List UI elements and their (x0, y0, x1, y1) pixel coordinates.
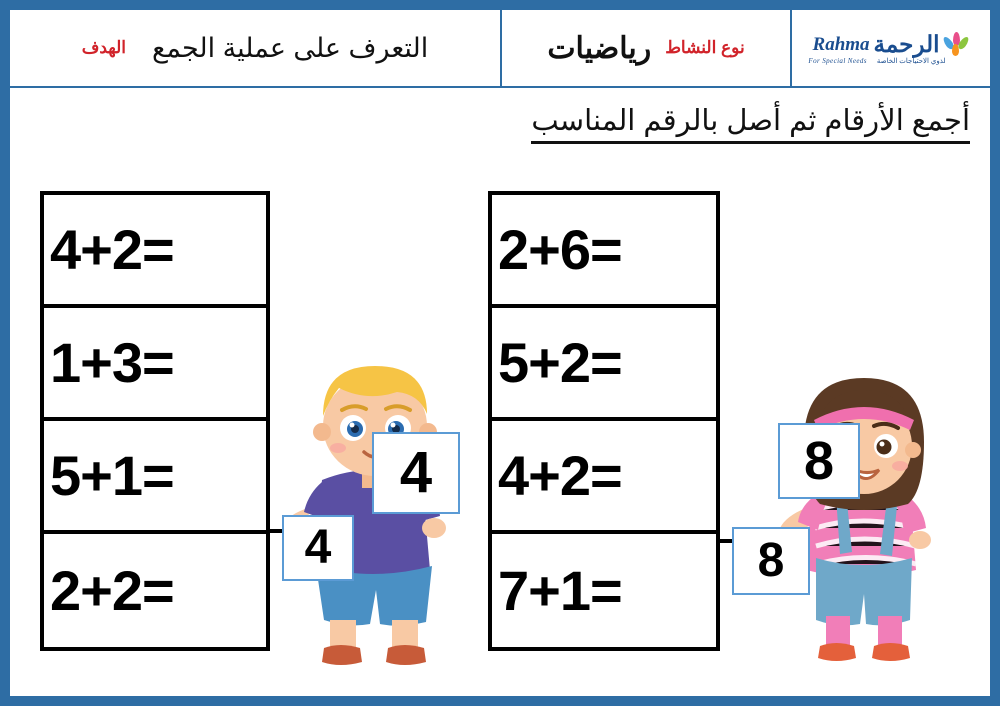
equation-text: 4+2= (50, 218, 174, 281)
answer-box-left[interactable] (282, 515, 354, 581)
leaf-mark-icon (943, 32, 969, 58)
instruction-text: أجمع الأرقام ثم أصل بالرقم المناسب (531, 106, 970, 144)
equations-table-left (40, 191, 270, 651)
answer-box-right[interactable] (732, 527, 810, 595)
table-row (492, 534, 716, 647)
subject-value: رياضيات (547, 31, 652, 65)
logo-subtitle-en: For Special Needs (808, 57, 867, 65)
logo-name-ar: الرحمة (873, 31, 940, 57)
equation-text: 7+1= (498, 559, 622, 622)
equations-table-right (488, 191, 720, 651)
table-row (44, 195, 266, 308)
goal-label: الهدف (81, 38, 127, 57)
table-row (492, 421, 716, 534)
equation-text: 2+6= (498, 218, 622, 281)
table-row (492, 308, 716, 421)
logo-subtitle-ar: لذوي الاحتياجات الخاصة (876, 58, 946, 65)
logo-subtitle-row (808, 57, 945, 65)
header-logo-cell (790, 10, 990, 86)
equation-text: 2+2= (50, 559, 174, 622)
rahma-logo (813, 31, 970, 58)
answer-card-boy[interactable] (372, 432, 460, 514)
equation-text: 5+1= (50, 444, 174, 507)
activity-type-label: نوع النشاط (665, 38, 745, 57)
answer-card-girl[interactable] (778, 423, 860, 499)
table-row (44, 534, 266, 647)
answer-value: 8 (803, 431, 835, 491)
header-goal-cell (10, 10, 500, 86)
goal-value: التعرف على عملية الجمع (152, 32, 429, 63)
table-row (492, 195, 716, 308)
worksheet-header (10, 10, 990, 88)
equation-text: 4+2= (498, 444, 622, 507)
girl-illustration (770, 358, 960, 676)
table-row (44, 421, 266, 534)
logo-name-en: Rahma (812, 33, 870, 55)
header-subject-cell (500, 10, 790, 86)
answer-value: 8 (757, 534, 785, 587)
equation-text: 5+2= (498, 331, 622, 394)
answer-value: 4 (304, 521, 332, 574)
equation-text: 1+3= (50, 331, 174, 394)
table-row (44, 308, 266, 421)
answer-value: 4 (399, 440, 433, 505)
